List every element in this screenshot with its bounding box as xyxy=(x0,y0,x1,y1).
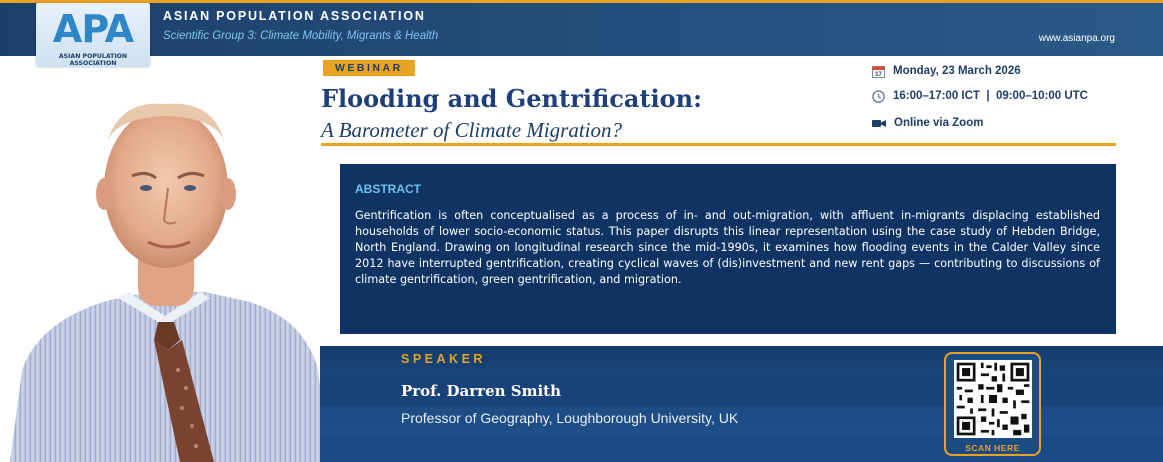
abstract-panel xyxy=(340,164,1116,334)
scan-here-label: SCAN HERE xyxy=(965,443,1020,453)
speaker-photo xyxy=(0,70,330,462)
event-date: Monday, 23 March 2026 xyxy=(893,65,1021,77)
video-camera-icon xyxy=(872,117,886,129)
org-name: ASIAN POPULATION ASSOCIATION xyxy=(163,9,426,23)
scientific-group: Scientific Group 3: Climate Mobility, Migrants & Health xyxy=(163,30,439,42)
divider-rule xyxy=(321,143,1116,146)
speaker-name: Prof. Darren Smith xyxy=(401,382,561,400)
qr-code[interactable] xyxy=(954,360,1032,438)
event-location-row xyxy=(872,115,983,131)
apa-logo[interactable] xyxy=(36,3,150,67)
event-date-row xyxy=(872,63,1021,79)
website-link[interactable]: www.asianpa.org xyxy=(1038,33,1115,44)
svg-text:17: 17 xyxy=(875,71,882,78)
abstract-body: Gentrification is often conceptualised as a process of in- and out-migration, with affluent in-migrants displacing established households of lower socio-economic status. This paper disrupts this linear representation using the case study of Hebden Bridge, North England. Drawing on longitudinal research since the mid-1990s, it examines how flooding events in the Calder Valley since 2012 have interrupted gentrification, creating cyclical waves of (dis)investment and new rent gaps — contributing to discussions of climate gentrification, green gentrification, and migration. xyxy=(355,209,1100,286)
speaker-heading: SPEAKER xyxy=(401,352,486,366)
header-accent-line xyxy=(0,0,1163,3)
event-subtitle: A Barometer of Climate Migration? xyxy=(321,118,622,142)
clock-icon xyxy=(872,90,885,103)
logo-letters: APA xyxy=(52,7,134,51)
event-title: Flooding and Gentrification: xyxy=(321,84,702,113)
event-location: Online via Zoom xyxy=(894,117,984,129)
logo-subtext: ASIAN POPULATION ASSOCIATION xyxy=(58,53,128,67)
event-time: 16:00–17:00 ICT | 09:00–10:00 UTC xyxy=(893,90,1088,102)
qr-code-card[interactable] xyxy=(944,352,1041,456)
event-time-row xyxy=(872,88,1088,104)
abstract-heading: ABSTRACT xyxy=(355,182,421,196)
calendar-icon xyxy=(872,65,885,78)
webinar-badge: WEBINAR xyxy=(323,60,415,76)
speaker-role: Professor of Geography, Loughborough University, UK xyxy=(401,410,739,426)
